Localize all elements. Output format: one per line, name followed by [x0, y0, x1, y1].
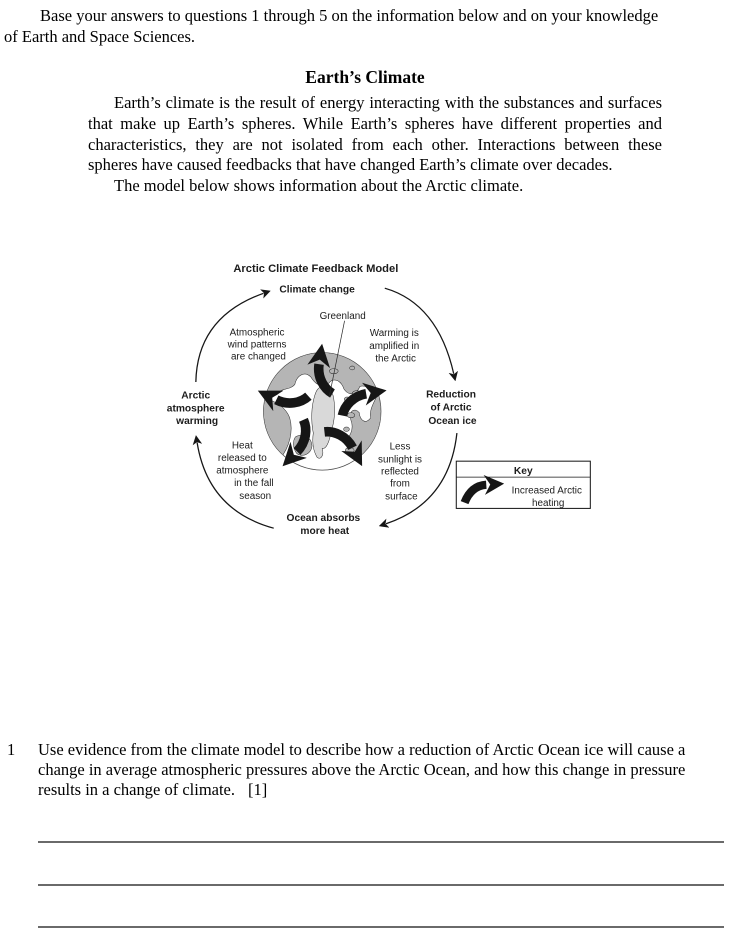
node-line: of Arctic — [430, 402, 472, 414]
node-line: warming — [176, 416, 219, 428]
label-line: released to — [217, 453, 267, 465]
label-line: Warming is — [369, 328, 419, 340]
passage-title: Earth’s Climate — [305, 67, 425, 87]
island — [357, 361, 363, 365]
node-climate-change: Climate change — [279, 284, 355, 296]
node-line: Ocean absorbs — [286, 513, 361, 525]
label-warming-amplified — [369, 328, 422, 365]
passage-paragraph-2: The model below shows information about the Arctic climate. — [114, 176, 524, 196]
label-line: sunlight is — [378, 454, 422, 466]
node-line: Arctic — [181, 390, 211, 402]
node-line: Reduction — [426, 389, 476, 401]
label-line: in the fall — [234, 478, 274, 490]
label-line: the Arctic — [375, 353, 416, 365]
node-arctic-atmosphere-warming — [167, 391, 228, 428]
label-wind-patterns — [227, 327, 289, 362]
label-line: Atmospheric — [229, 327, 285, 339]
question-marks: [1] — [248, 779, 268, 799]
island — [347, 413, 355, 418]
label-line: surface — [385, 491, 418, 503]
label-less-sunlight — [378, 442, 425, 503]
label-line: reflected — [381, 466, 419, 478]
diagram-title: Arctic Climate Feedback Model — [233, 263, 399, 276]
label-line: amplified in — [369, 340, 420, 352]
intro-text: Base your answers to questions 1 through 5 on the information below and on your knowledge of Earth and Space Sciences. — [4, 6, 659, 46]
key-entry-line: Increased Arctic — [511, 485, 582, 497]
answer-line-2 — [38, 884, 724, 886]
arctic-climate-feedback-diagram — [0, 255, 730, 705]
label-line: Less — [389, 441, 411, 453]
label-line: from — [390, 478, 410, 490]
passage — [88, 93, 662, 197]
key-box — [456, 461, 590, 509]
node-line: more heat — [300, 525, 350, 537]
answer-line-3 — [38, 926, 724, 928]
node-ocean-absorbs-heat — [287, 513, 364, 537]
label-line: season — [239, 490, 272, 502]
node-reduction-ocean-ice — [426, 389, 479, 427]
label-line: wind patterns — [227, 339, 287, 351]
label-line: Heat — [231, 440, 253, 452]
label-greenland: Greenland — [319, 310, 366, 322]
label-heat-released — [216, 440, 276, 501]
island — [350, 366, 355, 370]
label-line: are changed — [230, 351, 286, 363]
island — [344, 427, 350, 431]
passage-paragraph-1: Earth’s climate is the result of energy interacting with the substances and surfaces that make up Earth’s spheres. While Earth’s spheres have different properties and characteristics, they are not isolated from each other. Interactions between these spheres have caused feedbacks that have changed Earth’s climate over decades. — [88, 93, 662, 175]
key-title: Key — [513, 465, 533, 477]
question-body: Use evidence from the climate model to describe how a reduction of Arctic Ocean ice will cause a change in average atmospheric pressures above the Arctic Ocean, and how this change in pressure results in a change of climate. — [38, 740, 686, 799]
answer-line-1 — [38, 841, 724, 843]
label-line: atmosphere — [216, 465, 269, 477]
node-line: Ocean ice — [428, 416, 477, 428]
question-text — [38, 740, 722, 799]
node-line: atmosphere — [166, 403, 225, 415]
question-number: 1 — [7, 740, 16, 759]
key-entry-line: heating — [531, 497, 565, 509]
